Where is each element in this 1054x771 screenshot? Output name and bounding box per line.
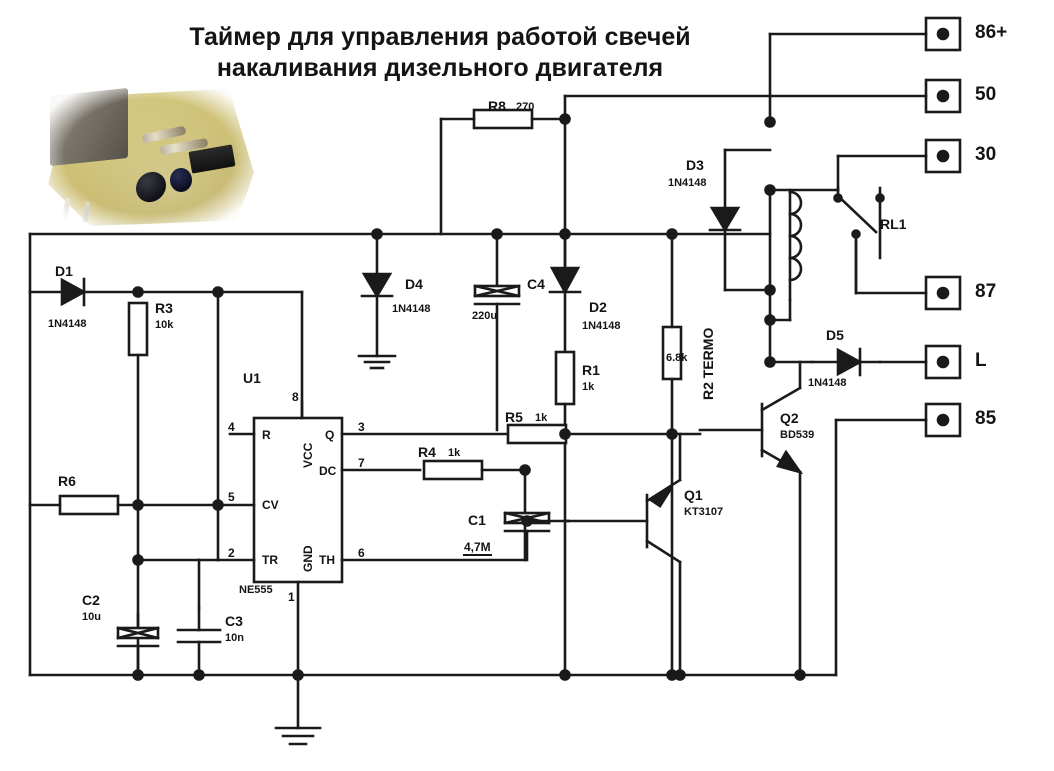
label-D1-value: 1N4148 (48, 318, 87, 330)
diode-D5 (812, 349, 880, 375)
ic-U1 (218, 402, 700, 675)
label-C1-ref: C1 (468, 512, 486, 528)
diode-D4 (359, 230, 395, 369)
label-Q2-value: BD539 (780, 429, 815, 441)
label-D1-ref: D1 (55, 263, 73, 279)
label-D5-ref: D5 (826, 327, 844, 343)
ic-pin-8-name: VCC (301, 442, 315, 468)
label-Q1-value: KT3107 (684, 506, 724, 518)
terminal-85 (836, 404, 960, 675)
ic-pin-2-name: TR (262, 553, 278, 567)
capacitor-C4 (475, 230, 519, 431)
label-C4-ref: C4 (527, 276, 545, 292)
label-R1-value: 1k (582, 381, 595, 393)
label-R2-value: 6.8k (666, 352, 688, 364)
diode-D3 (710, 150, 770, 290)
ic-pin-1-name: GND (301, 545, 315, 572)
ic-pin-3-number: 3 (358, 420, 365, 434)
label-D4-ref: D4 (405, 276, 423, 292)
label-R4-ref: R4 (418, 444, 436, 460)
diode-D2 (550, 234, 580, 352)
ic-pin-6-name: TH (319, 553, 335, 567)
ic-pin-4-name: R (262, 428, 271, 442)
label-Q1-ref: Q1 (684, 487, 703, 503)
resistor-R1 (556, 352, 574, 675)
label-R3-value: 10k (155, 319, 174, 331)
label-D2-ref: D2 (589, 299, 607, 315)
ic-pin-4-number: 4 (228, 420, 235, 434)
terminal-label-50: 50 (975, 84, 997, 105)
label-D5-value: 1N4148 (808, 377, 847, 389)
terminal-label-L: L (975, 350, 987, 371)
resistor-R8 (441, 110, 565, 234)
terminal-30 (838, 140, 960, 190)
label-R5-value: 1k (535, 412, 548, 424)
resistor-R6 (30, 292, 223, 560)
label-C2-value: 10u (82, 611, 101, 623)
ground-symbol (276, 675, 320, 744)
terminal-50 (565, 80, 960, 290)
label-R2-ref: R2 TERMO (700, 327, 716, 400)
label-C1-value: 4,7M (464, 540, 491, 554)
label-R3-ref: R3 (155, 300, 173, 316)
terminal-label-30: 30 (975, 144, 997, 165)
ic-pin-6-number: 6 (358, 546, 365, 560)
label-D4-value: 1N4148 (392, 303, 431, 315)
label-U1-value: NE555 (239, 584, 273, 596)
label-R8-value: 270 (516, 101, 535, 113)
transistor-Q1 (523, 434, 685, 680)
label-Q2-ref: Q2 (780, 410, 799, 426)
label-U1-ref: U1 (243, 370, 261, 386)
terminal-label-87: 87 (975, 281, 997, 302)
ic-pin-7-name: DC (319, 464, 337, 478)
ic-pin-3-name: Q (325, 428, 335, 442)
capacitor-C3 (138, 560, 220, 675)
page-title-line1: Таймер для управления работой свечей (189, 23, 691, 51)
label-RL1: RL1 (880, 216, 907, 232)
label-R1-ref: R1 (582, 362, 600, 378)
label-R8-ref: R8 (488, 98, 506, 114)
label-D3-value: 1N4148 (668, 177, 707, 189)
label-R6-ref: R6 (58, 473, 76, 489)
label-D3-ref: D3 (686, 157, 704, 173)
terminal-label-85: 85 (975, 408, 997, 429)
label-D2-value: 1N4148 (582, 320, 621, 332)
page-title-line2: накаливания дизельного двигателя (216, 54, 664, 83)
ic-pin-8-number: 8 (292, 390, 299, 404)
ic-pin-7-number: 7 (358, 456, 365, 470)
label-R4-value: 1k (448, 447, 461, 459)
ic-pin-2-number: 2 (228, 546, 235, 560)
label-C2-ref: C2 (82, 592, 100, 608)
ic-pin-5-name: CV (262, 498, 279, 512)
ic-pin-1-number: 1 (288, 590, 295, 604)
terminal-label-86plus: 86+ (975, 22, 1008, 43)
terminal-87 (856, 234, 960, 309)
label-C3-ref: C3 (225, 613, 243, 629)
label-C3-value: 10n (225, 632, 244, 644)
ic-pin-5-number: 5 (228, 490, 235, 504)
label-C4-value: 220u (472, 310, 498, 322)
label-R5-ref: R5 (505, 409, 523, 425)
